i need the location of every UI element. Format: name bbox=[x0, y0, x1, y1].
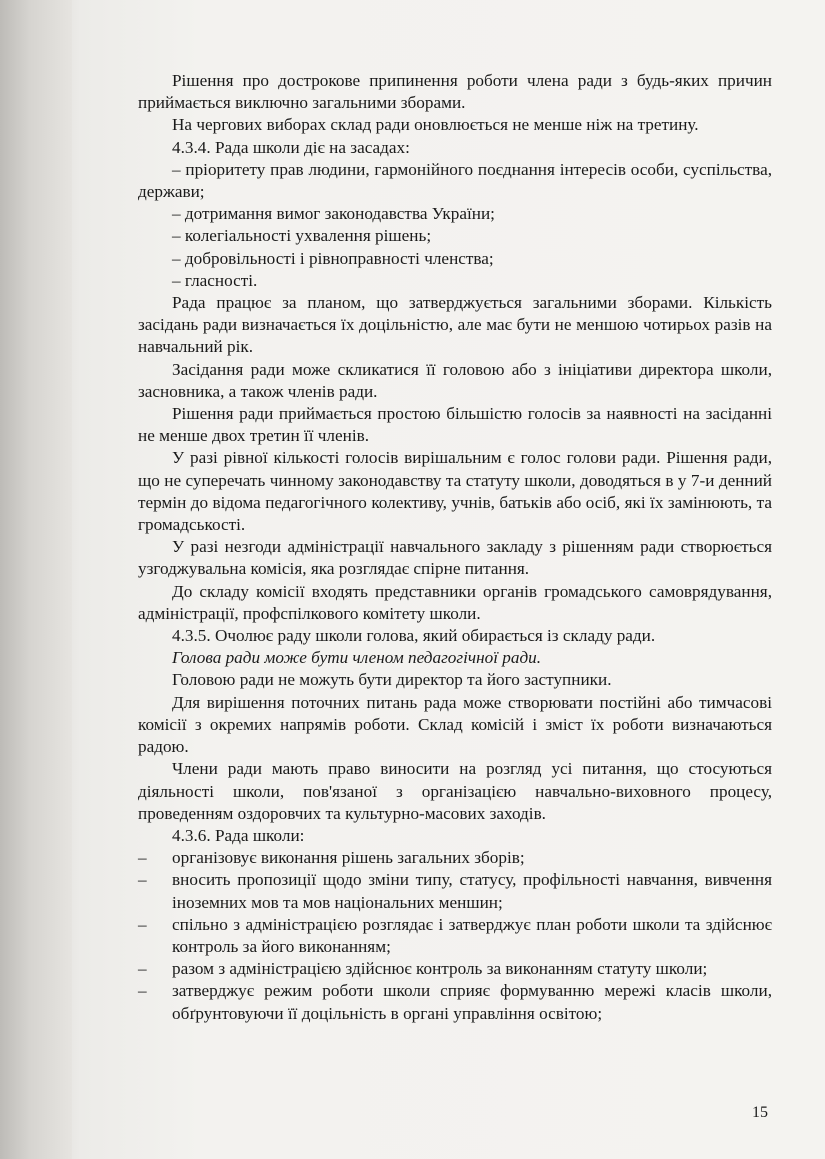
paragraph: Для вирішення поточних питань рада може створювати постійні або тимчасові комісії з окремих напрямів роботи. Склад комісій і зміст їх роботи визначаються радою. bbox=[138, 692, 772, 757]
paragraph: Головою ради не можуть бути директор та його заступники. bbox=[172, 670, 612, 690]
section-heading: 4.3.5. Очолює раду школи голова, який обирається із складу ради. bbox=[172, 626, 656, 646]
section-heading: 4.3.4. Рада школи діє на засадах: bbox=[172, 137, 410, 157]
paragraph-italic: Голова ради може бути членом педагогічної ради. bbox=[172, 648, 542, 668]
list-item-text: спільно з адміністрацією розглядає і затверджує план роботи школи та здійснює контроль за його виконанням; bbox=[172, 914, 772, 956]
principle-item: – гласності. bbox=[172, 270, 258, 290]
list-marker: – bbox=[138, 870, 147, 890]
list-marker: – bbox=[138, 959, 147, 979]
list-item bbox=[138, 914, 772, 958]
principle-item: – пріоритету прав людини, гармонійного поєднання інтересів особи, суспільства, держави; bbox=[138, 159, 772, 202]
paragraph: Рада працює за планом, що затверджується загальними зборами. Кількість засідань ради визначається їх доцільністю, але має бути не меншою чотирьох разів на навчальний рік. bbox=[138, 293, 772, 357]
list-item bbox=[138, 958, 772, 980]
principle-item: – колегіальності ухвалення рішень; bbox=[172, 226, 432, 246]
list-marker: – bbox=[138, 981, 147, 1001]
paragraph: На чергових виборах склад ради оновлюється не менше ніж на третину. bbox=[172, 115, 699, 135]
list-item-text: разом з адміністрацією здійснює контроль за виконанням статуту школи; bbox=[172, 959, 708, 979]
list-item bbox=[138, 847, 772, 869]
paragraph: У разі незгоди адміністрації навчального закладу з рішенням ради створюється узгоджувальна комісія, яка розглядає спірне питання. bbox=[138, 537, 772, 579]
principle-item: – добровільності і рівноправності членства; bbox=[172, 248, 494, 268]
principle-item: – дотримання вимог законодавства України; bbox=[172, 204, 495, 224]
paragraph: Члени ради мають право виносити на розгляд усі питання, що стосуються діяльності школи, пов'язаної з організацією навчально-виховного процесу, проведенням оздоровчих та культурно-масових заходів. bbox=[138, 759, 772, 823]
list-item-text: організовує виконання рішень загальних зборів; bbox=[172, 848, 525, 868]
section-heading: 4.3.6. Рада школи: bbox=[172, 825, 305, 845]
paragraph: У разі рівної кількості голосів вирішальним є голос голови ради. Рішення ради, що не суперечать чинному законодавству та статуту школи, доводяться в у 7-и денний термін до відома педагогічного колективу, учнів, батьків або осіб, які їх замінюють, та громадськості. bbox=[138, 448, 772, 535]
page-number: 15 bbox=[752, 1104, 768, 1121]
paragraph: Засідання ради може скликатися її головою або з ініціативи директора школи, засновника, а також членів ради. bbox=[138, 359, 772, 401]
list-marker: – bbox=[138, 848, 147, 868]
document-body bbox=[138, 70, 772, 1025]
list-item-text: затверджує режим роботи школи сприяє формуванню мережі класів школи, обґрунтовуючи її доцільність в органі управління освітою; bbox=[172, 981, 772, 1023]
paragraph: Рішення про дострокове припинення роботи члена ради з будь-яких причин приймається виключно загальними зборами. bbox=[138, 71, 772, 113]
binding-shadow bbox=[0, 0, 72, 1159]
list-item-text: вносить пропозиції щодо зміни типу, статусу, профільності навчання, вивчення іноземних мов та мов національних меншин; bbox=[172, 870, 772, 912]
paragraph: Рішення ради приймається простою більшістю голосів за наявності на засіданні не менше двох третин її членів. bbox=[138, 404, 772, 446]
list-marker: – bbox=[138, 914, 147, 934]
list-item bbox=[138, 869, 772, 913]
list-item bbox=[138, 980, 772, 1024]
paragraph: До складу комісії входять представники органів громадського самоврядування, адміністрації, профспілкового комітету школи. bbox=[138, 581, 772, 623]
